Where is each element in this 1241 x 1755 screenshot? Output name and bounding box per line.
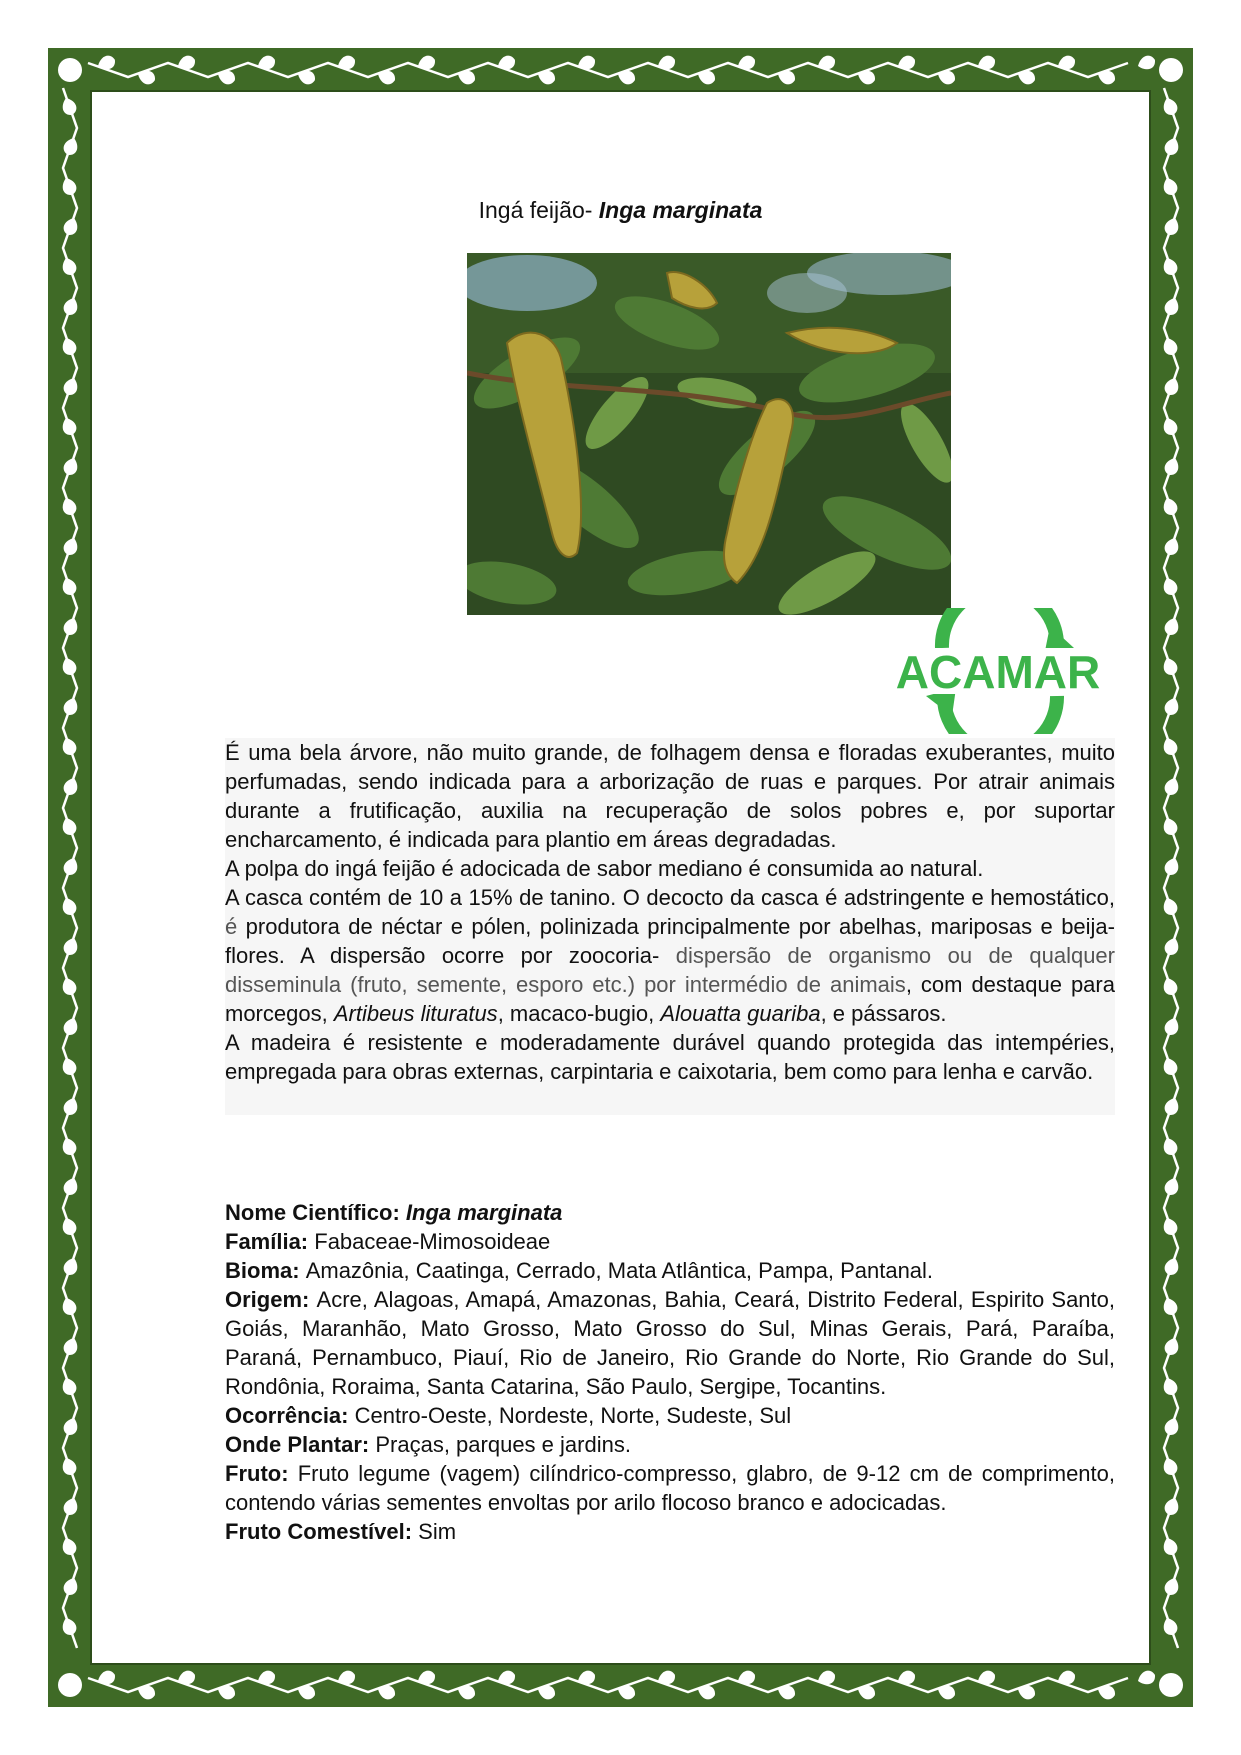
fact-fruto bbox=[225, 1459, 1115, 1517]
fact-nome bbox=[225, 1198, 1115, 1227]
text-run: produtora de néctar e pólen, polinizada principalmente por abelhas, mariposas e beija-flores. A dispersão ocorre por zoocoria- bbox=[225, 914, 1115, 968]
description-paragraph bbox=[225, 883, 1115, 1028]
page-content bbox=[92, 92, 1149, 1663]
description bbox=[225, 738, 1115, 1115]
fact-value: Acre, Alagoas, Amapá, Amazonas, Bahia, Ceará, Distrito Federal, Espirito Santo, Goiás, Maranhão, Mato Grosso, Mato Grosso do Sul, Minas Gerais, Pará, Paraíba, Paraná, Pernambuco, Piauí, Rio de Janeiro, Rio Grande do Norte, Rio Grande do Sul, Rondônia, Roraima, Santa Catarina, São Paulo, Sergipe, Tocantins. bbox=[225, 1287, 1115, 1399]
fact-onde-plantar bbox=[225, 1430, 1115, 1459]
fact-label: Nome Científico: bbox=[225, 1200, 406, 1225]
spacer bbox=[225, 1086, 1115, 1115]
scientific-name: Inga marginata bbox=[598, 197, 763, 223]
fact-label: Origem: bbox=[225, 1287, 317, 1312]
fact-value: Praças, parques e jardins. bbox=[375, 1432, 631, 1457]
fact-ocorrencia bbox=[225, 1401, 1115, 1430]
acamar-logo bbox=[882, 608, 1114, 734]
fact-origem bbox=[225, 1285, 1115, 1401]
page-title bbox=[92, 196, 1149, 224]
logo-text: ACAMAR bbox=[895, 646, 1101, 698]
fact-label: Fruto: bbox=[225, 1461, 298, 1486]
text-run: dispersão de organismo ou de qualquer disseminula (fruto, semente, esporo etc.) por intermédio de animais bbox=[225, 943, 1115, 997]
fact-label: Bioma: bbox=[225, 1258, 306, 1283]
fact-value: Fruto legume (vagem) cilíndrico-compresso, glabro, de 9-12 cm de comprimento, contendo várias sementes envoltas por arilo flocoso branco e adocicadas. bbox=[225, 1461, 1115, 1515]
text-run: , com destaque para morcegos, bbox=[225, 972, 1115, 1026]
facts-list bbox=[225, 1198, 1115, 1546]
description-paragraph: A polpa do ingá feijão é adocicada de sabor mediano é consumida ao natural. bbox=[225, 856, 984, 881]
description-paragraph: É uma bela árvore, não muito grande, de folhagem densa e floradas exuberantes, muito perfumadas, sendo indicada para a arborização de ruas e parques. Por atrair animais durante a frutificação, auxilia na recuperação de solos pobres e, por suportar encharcamento, é indicada para plantio em áreas degradadas. bbox=[225, 740, 1115, 852]
text-run: é bbox=[225, 914, 238, 939]
fact-value: Fabaceae-Mimosoideae bbox=[314, 1229, 551, 1254]
fact-familia bbox=[225, 1227, 1115, 1256]
text-run: , e pássaros. bbox=[820, 1001, 947, 1026]
fact-label: Onde Plantar: bbox=[225, 1432, 376, 1457]
fact-value: Centro-Oeste, Nordeste, Norte, Sudeste, Sul bbox=[354, 1403, 792, 1428]
species-name: Alouatta guariba bbox=[660, 1001, 821, 1026]
text-run: , macaco-bugio, bbox=[497, 1001, 661, 1026]
fruit-pods-photo bbox=[467, 253, 951, 615]
fact-value: Inga marginata bbox=[405, 1200, 563, 1225]
fact-label: Família: bbox=[225, 1229, 315, 1254]
description-paragraph: A madeira é resistente e moderadamente durável quando protegida das intempéries, empregada para obras externas, carpintaria e caixotaria, bem como para lenha e carvão. bbox=[225, 1030, 1115, 1084]
fact-value: Amazônia, Caatinga, Cerrado, Mata Atlântica, Pampa, Pantanal. bbox=[305, 1258, 934, 1283]
fact-bioma bbox=[225, 1256, 1115, 1285]
fact-label: Fruto Comestível: bbox=[225, 1519, 419, 1544]
decorative-border bbox=[48, 48, 1193, 1707]
fact-label: Ocorrência: bbox=[225, 1403, 355, 1428]
text-run: A casca contém de 10 a 15% de tanino. O decocto da casca é adstringente e hemostático, bbox=[225, 885, 1115, 910]
fact-fruto-comestivel bbox=[225, 1517, 1115, 1546]
common-name: Ingá feijão- bbox=[478, 197, 599, 223]
fact-value: Sim bbox=[418, 1519, 457, 1544]
species-name: Artibeus lituratus bbox=[333, 1001, 498, 1026]
